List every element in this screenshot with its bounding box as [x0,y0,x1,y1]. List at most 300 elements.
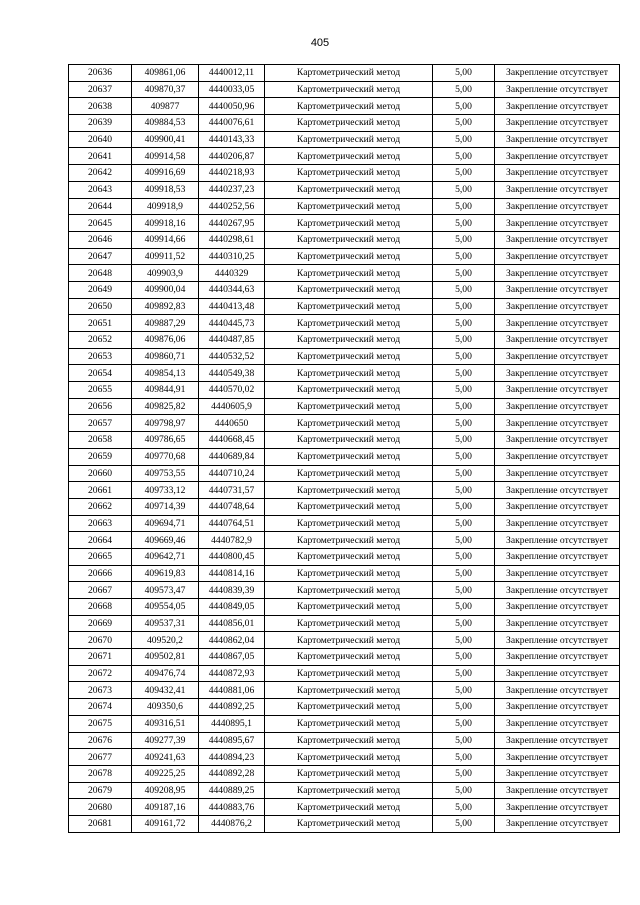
table-row [69,515,620,532]
y-coordinate-cell: 4440237,23 [199,181,265,198]
fixing-description-cell: Закрепление отсутствует [495,281,620,298]
point-number-cell: 20669 [69,615,132,632]
point-number-cell: 20677 [69,749,132,766]
y-coordinate-cell: 4440076,61 [199,115,265,132]
table-row [69,782,620,799]
table-row [69,332,620,349]
y-coordinate-cell: 4440344,63 [199,281,265,298]
table-row [69,248,620,265]
coordinates-table [68,64,620,833]
x-coordinate-cell: 409642,71 [132,548,199,565]
point-number-cell: 20643 [69,181,132,198]
point-number-cell: 20678 [69,765,132,782]
x-coordinate-cell: 409914,66 [132,231,199,248]
method-cell: Картометрический метод [265,732,433,749]
method-cell: Картометрический метод [265,332,433,349]
accuracy-cell: 5,00 [433,181,495,198]
accuracy-cell: 5,00 [433,81,495,98]
y-coordinate-cell: 4440856,01 [199,615,265,632]
y-coordinate-cell: 4440800,45 [199,548,265,565]
y-coordinate-cell: 4440298,61 [199,231,265,248]
table-row [69,81,620,98]
table-row [69,582,620,599]
method-cell: Картометрический метод [265,365,433,382]
x-coordinate-cell: 409770,68 [132,448,199,465]
y-coordinate-cell: 4440668,45 [199,432,265,449]
y-coordinate-cell: 4440892,25 [199,699,265,716]
x-coordinate-cell: 409714,39 [132,498,199,515]
method-cell: Картометрический метод [265,799,433,816]
y-coordinate-cell: 4440218,93 [199,165,265,182]
method-cell: Картометрический метод [265,615,433,632]
method-cell: Картометрический метод [265,81,433,98]
point-number-cell: 20640 [69,131,132,148]
point-number-cell: 20664 [69,532,132,549]
accuracy-cell: 5,00 [433,715,495,732]
point-number-cell: 20654 [69,365,132,382]
point-number-cell: 20681 [69,815,132,832]
x-coordinate-cell: 409892,83 [132,298,199,315]
point-number-cell: 20653 [69,348,132,365]
x-coordinate-cell: 409161,72 [132,815,199,832]
method-cell: Картометрический метод [265,782,433,799]
accuracy-cell: 5,00 [433,699,495,716]
fixing-description-cell: Закрепление отсутствует [495,548,620,565]
fixing-description-cell: Закрепление отсутствует [495,565,620,582]
y-coordinate-cell: 4440413,48 [199,298,265,315]
table-row [69,799,620,816]
method-cell: Картометрический метод [265,98,433,115]
x-coordinate-cell: 409918,16 [132,215,199,232]
fixing-description-cell: Закрепление отсутствует [495,298,620,315]
x-coordinate-cell: 409861,06 [132,65,199,82]
fixing-description-cell: Закрепление отсутствует [495,765,620,782]
table-row [69,148,620,165]
table-row [69,131,620,148]
x-coordinate-cell: 409876,06 [132,332,199,349]
point-number-cell: 20646 [69,231,132,248]
fixing-description-cell: Закрепление отсутствует [495,582,620,599]
table-body [69,65,620,833]
method-cell: Картометрический метод [265,665,433,682]
table-row [69,699,620,716]
table-row [69,98,620,115]
method-cell: Картометрический метод [265,315,433,332]
y-coordinate-cell: 4440894,23 [199,749,265,766]
point-number-cell: 20674 [69,699,132,716]
method-cell: Картометрический метод [265,582,433,599]
x-coordinate-cell: 409573,47 [132,582,199,599]
point-number-cell: 20671 [69,649,132,666]
table-row [69,682,620,699]
method-cell: Картометрический метод [265,181,433,198]
accuracy-cell: 5,00 [433,548,495,565]
point-number-cell: 20663 [69,515,132,532]
point-number-cell: 20652 [69,332,132,349]
y-coordinate-cell: 4440889,25 [199,782,265,799]
table-row [69,632,620,649]
method-cell: Картометрический метод [265,532,433,549]
accuracy-cell: 5,00 [433,765,495,782]
accuracy-cell: 5,00 [433,682,495,699]
point-number-cell: 20665 [69,548,132,565]
table-row [69,665,620,682]
y-coordinate-cell: 4440814,16 [199,565,265,582]
point-number-cell: 20650 [69,298,132,315]
x-coordinate-cell: 409911,52 [132,248,199,265]
accuracy-cell: 5,00 [433,115,495,132]
point-number-cell: 20645 [69,215,132,232]
point-number-cell: 20672 [69,665,132,682]
point-number-cell: 20655 [69,382,132,399]
method-cell: Картометрический метод [265,465,433,482]
y-coordinate-cell: 4440764,51 [199,515,265,532]
x-coordinate-cell: 409916,69 [132,165,199,182]
table-row [69,465,620,482]
fixing-description-cell: Закрепление отсутствует [495,465,620,482]
table-row [69,215,620,232]
method-cell: Картометрический метод [265,281,433,298]
x-coordinate-cell: 409277,39 [132,732,199,749]
y-coordinate-cell: 4440710,24 [199,465,265,482]
method-cell: Картометрический метод [265,565,433,582]
fixing-description-cell: Закрепление отсутствует [495,448,620,465]
accuracy-cell: 5,00 [433,265,495,282]
method-cell: Картометрический метод [265,482,433,499]
table-row [69,348,620,365]
fixing-description-cell: Закрепление отсутствует [495,615,620,632]
accuracy-cell: 5,00 [433,198,495,215]
method-cell: Картометрический метод [265,649,433,666]
point-number-cell: 20673 [69,682,132,699]
method-cell: Картометрический метод [265,398,433,415]
table-row [69,165,620,182]
point-number-cell: 20637 [69,81,132,98]
point-number-cell: 20670 [69,632,132,649]
fixing-description-cell: Закрепление отсутствует [495,599,620,616]
x-coordinate-cell: 409208,95 [132,782,199,799]
fixing-description-cell: Закрепление отсутствует [495,532,620,549]
y-coordinate-cell: 4440329 [199,265,265,282]
y-coordinate-cell: 4440867,05 [199,649,265,666]
x-coordinate-cell: 409844,91 [132,382,199,399]
table-row [69,398,620,415]
y-coordinate-cell: 4440143,33 [199,131,265,148]
accuracy-cell: 5,00 [433,98,495,115]
point-number-cell: 20676 [69,732,132,749]
method-cell: Картометрический метод [265,548,433,565]
fixing-description-cell: Закрепление отсутствует [495,198,620,215]
method-cell: Картометрический метод [265,765,433,782]
table-row [69,382,620,399]
method-cell: Картометрический метод [265,298,433,315]
point-number-cell: 20647 [69,248,132,265]
x-coordinate-cell: 409900,41 [132,131,199,148]
fixing-description-cell: Закрепление отсутствует [495,165,620,182]
point-number-cell: 20679 [69,782,132,799]
accuracy-cell: 5,00 [433,148,495,165]
accuracy-cell: 5,00 [433,782,495,799]
point-number-cell: 20660 [69,465,132,482]
fixing-description-cell: Закрепление отсутствует [495,148,620,165]
x-coordinate-cell: 409860,71 [132,348,199,365]
x-coordinate-cell: 409854,13 [132,365,199,382]
y-coordinate-cell: 4440310,25 [199,248,265,265]
fixing-description-cell: Закрепление отсутствует [495,265,620,282]
table-row [69,65,620,82]
table-row [69,482,620,499]
method-cell: Картометрический метод [265,65,433,82]
point-number-cell: 20656 [69,398,132,415]
y-coordinate-cell: 4440748,64 [199,498,265,515]
accuracy-cell: 5,00 [433,498,495,515]
accuracy-cell: 5,00 [433,382,495,399]
x-coordinate-cell: 409825,82 [132,398,199,415]
fixing-description-cell: Закрепление отсутствует [495,65,620,82]
y-coordinate-cell: 4440872,93 [199,665,265,682]
method-cell: Картометрический метод [265,348,433,365]
y-coordinate-cell: 4440689,84 [199,448,265,465]
table-row [69,565,620,582]
y-coordinate-cell: 4440267,95 [199,215,265,232]
point-number-cell: 20661 [69,482,132,499]
fixing-description-cell: Закрепление отсутствует [495,315,620,332]
y-coordinate-cell: 4440487,85 [199,332,265,349]
y-coordinate-cell: 4440252,56 [199,198,265,215]
accuracy-cell: 5,00 [433,515,495,532]
accuracy-cell: 5,00 [433,365,495,382]
fixing-description-cell: Закрепление отсутствует [495,498,620,515]
x-coordinate-cell: 409350,6 [132,699,199,716]
y-coordinate-cell: 4440881,06 [199,682,265,699]
method-cell: Картометрический метод [265,165,433,182]
x-coordinate-cell: 409554,05 [132,599,199,616]
x-coordinate-cell: 409887,29 [132,315,199,332]
fixing-description-cell: Закрепление отсутствует [495,649,620,666]
fixing-description-cell: Закрепление отсутствует [495,749,620,766]
method-cell: Картометрический метод [265,215,433,232]
accuracy-cell: 5,00 [433,815,495,832]
point-number-cell: 20667 [69,582,132,599]
fixing-description-cell: Закрепление отсутствует [495,715,620,732]
x-coordinate-cell: 409798,97 [132,415,199,432]
point-number-cell: 20666 [69,565,132,582]
method-cell: Картометрический метод [265,815,433,832]
x-coordinate-cell: 409870,37 [132,81,199,98]
x-coordinate-cell: 409187,16 [132,799,199,816]
point-number-cell: 20638 [69,98,132,115]
table-row [69,498,620,515]
accuracy-cell: 5,00 [433,465,495,482]
fixing-description-cell: Закрепление отсутствует [495,799,620,816]
method-cell: Картометрический метод [265,515,433,532]
point-number-cell: 20648 [69,265,132,282]
x-coordinate-cell: 409316,51 [132,715,199,732]
method-cell: Картометрический метод [265,432,433,449]
method-cell: Картометрический метод [265,682,433,699]
y-coordinate-cell: 4440532,52 [199,348,265,365]
point-number-cell: 20651 [69,315,132,332]
accuracy-cell: 5,00 [433,732,495,749]
table-row [69,265,620,282]
table-row [69,448,620,465]
point-number-cell: 20649 [69,281,132,298]
y-coordinate-cell: 4440862,04 [199,632,265,649]
fixing-description-cell: Закрепление отсутствует [495,432,620,449]
x-coordinate-cell: 409502,81 [132,649,199,666]
accuracy-cell: 5,00 [433,532,495,549]
method-cell: Картометрический метод [265,198,433,215]
method-cell: Картометрический метод [265,148,433,165]
y-coordinate-cell: 4440206,87 [199,148,265,165]
y-coordinate-cell: 4440895,1 [199,715,265,732]
accuracy-cell: 5,00 [433,665,495,682]
accuracy-cell: 5,00 [433,315,495,332]
point-number-cell: 20657 [69,415,132,432]
point-number-cell: 20641 [69,148,132,165]
x-coordinate-cell: 409753,55 [132,465,199,482]
fixing-description-cell: Закрепление отсутствует [495,682,620,699]
method-cell: Картометрический метод [265,699,433,716]
point-number-cell: 20658 [69,432,132,449]
table-row [69,532,620,549]
x-coordinate-cell: 409914,58 [132,148,199,165]
point-number-cell: 20668 [69,599,132,616]
fixing-description-cell: Закрепление отсутствует [495,231,620,248]
method-cell: Картометрический метод [265,632,433,649]
accuracy-cell: 5,00 [433,231,495,248]
fixing-description-cell: Закрепление отсутствует [495,131,620,148]
table-row [69,198,620,215]
x-coordinate-cell: 409520,2 [132,632,199,649]
accuracy-cell: 5,00 [433,165,495,182]
accuracy-cell: 5,00 [433,615,495,632]
table-row [69,649,620,666]
accuracy-cell: 5,00 [433,649,495,666]
accuracy-cell: 5,00 [433,332,495,349]
accuracy-cell: 5,00 [433,599,495,616]
table-row [69,765,620,782]
fixing-description-cell: Закрепление отсутствует [495,699,620,716]
fixing-description-cell: Закрепление отсутствует [495,348,620,365]
y-coordinate-cell: 4440883,76 [199,799,265,816]
table-row [69,715,620,732]
x-coordinate-cell: 409432,41 [132,682,199,699]
x-coordinate-cell: 409537,31 [132,615,199,632]
table-row [69,432,620,449]
method-cell: Картометрический метод [265,498,433,515]
x-coordinate-cell: 409903,9 [132,265,199,282]
accuracy-cell: 5,00 [433,248,495,265]
y-coordinate-cell: 4440050,96 [199,98,265,115]
point-number-cell: 20642 [69,165,132,182]
page-number: 405 [310,37,330,49]
accuracy-cell: 5,00 [433,432,495,449]
fixing-description-cell: Закрепление отсутствует [495,665,620,682]
fixing-description-cell: Закрепление отсутствует [495,81,620,98]
x-coordinate-cell: 409733,12 [132,482,199,499]
table-row [69,732,620,749]
accuracy-cell: 5,00 [433,448,495,465]
fixing-description-cell: Закрепление отсутствует [495,382,620,399]
y-coordinate-cell: 4440731,57 [199,482,265,499]
fixing-description-cell: Закрепление отсутствует [495,115,620,132]
x-coordinate-cell: 409476,74 [132,665,199,682]
fixing-description-cell: Закрепление отсутствует [495,365,620,382]
x-coordinate-cell: 409884,53 [132,115,199,132]
y-coordinate-cell: 4440876,2 [199,815,265,832]
accuracy-cell: 5,00 [433,565,495,582]
method-cell: Картометрический метод [265,248,433,265]
fixing-description-cell: Закрепление отсутствует [495,332,620,349]
fixing-description-cell: Закрепление отсутствует [495,398,620,415]
fixing-description-cell: Закрепление отсутствует [495,482,620,499]
accuracy-cell: 5,00 [433,348,495,365]
table-row [69,365,620,382]
table-row [69,231,620,248]
y-coordinate-cell: 4440892,28 [199,765,265,782]
fixing-description-cell: Закрепление отсутствует [495,98,620,115]
method-cell: Картометрический метод [265,715,433,732]
accuracy-cell: 5,00 [433,582,495,599]
y-coordinate-cell: 4440605,9 [199,398,265,415]
point-number-cell: 20644 [69,198,132,215]
table-row [69,415,620,432]
accuracy-cell: 5,00 [433,281,495,298]
table-row [69,815,620,832]
method-cell: Картометрический метод [265,448,433,465]
table-row [69,298,620,315]
x-coordinate-cell: 409694,71 [132,515,199,532]
point-number-cell: 20662 [69,498,132,515]
accuracy-cell: 5,00 [433,415,495,432]
method-cell: Картометрический метод [265,265,433,282]
point-number-cell: 20639 [69,115,132,132]
x-coordinate-cell: 409786,65 [132,432,199,449]
y-coordinate-cell: 4440650 [199,415,265,432]
y-coordinate-cell: 4440012,11 [199,65,265,82]
x-coordinate-cell: 409900,04 [132,281,199,298]
table-row [69,315,620,332]
y-coordinate-cell: 4440782,9 [199,532,265,549]
table-row [69,281,620,298]
method-cell: Картометрический метод [265,382,433,399]
x-coordinate-cell: 409669,46 [132,532,199,549]
fixing-description-cell: Закрепление отсутствует [495,248,620,265]
table-row [69,749,620,766]
fixing-description-cell: Закрепление отсутствует [495,181,620,198]
x-coordinate-cell: 409225,25 [132,765,199,782]
accuracy-cell: 5,00 [433,298,495,315]
x-coordinate-cell: 409241,63 [132,749,199,766]
point-number-cell: 20675 [69,715,132,732]
accuracy-cell: 5,00 [433,131,495,148]
point-number-cell: 20636 [69,65,132,82]
fixing-description-cell: Закрепление отсутствует [495,415,620,432]
table-row [69,548,620,565]
point-number-cell: 20659 [69,448,132,465]
table-row [69,181,620,198]
fixing-description-cell: Закрепление отсутствует [495,215,620,232]
x-coordinate-cell: 409918,53 [132,181,199,198]
accuracy-cell: 5,00 [433,65,495,82]
fixing-description-cell: Закрепление отсутствует [495,632,620,649]
accuracy-cell: 5,00 [433,632,495,649]
y-coordinate-cell: 4440033,05 [199,81,265,98]
accuracy-cell: 5,00 [433,749,495,766]
x-coordinate-cell: 409877 [132,98,199,115]
y-coordinate-cell: 4440849,05 [199,599,265,616]
